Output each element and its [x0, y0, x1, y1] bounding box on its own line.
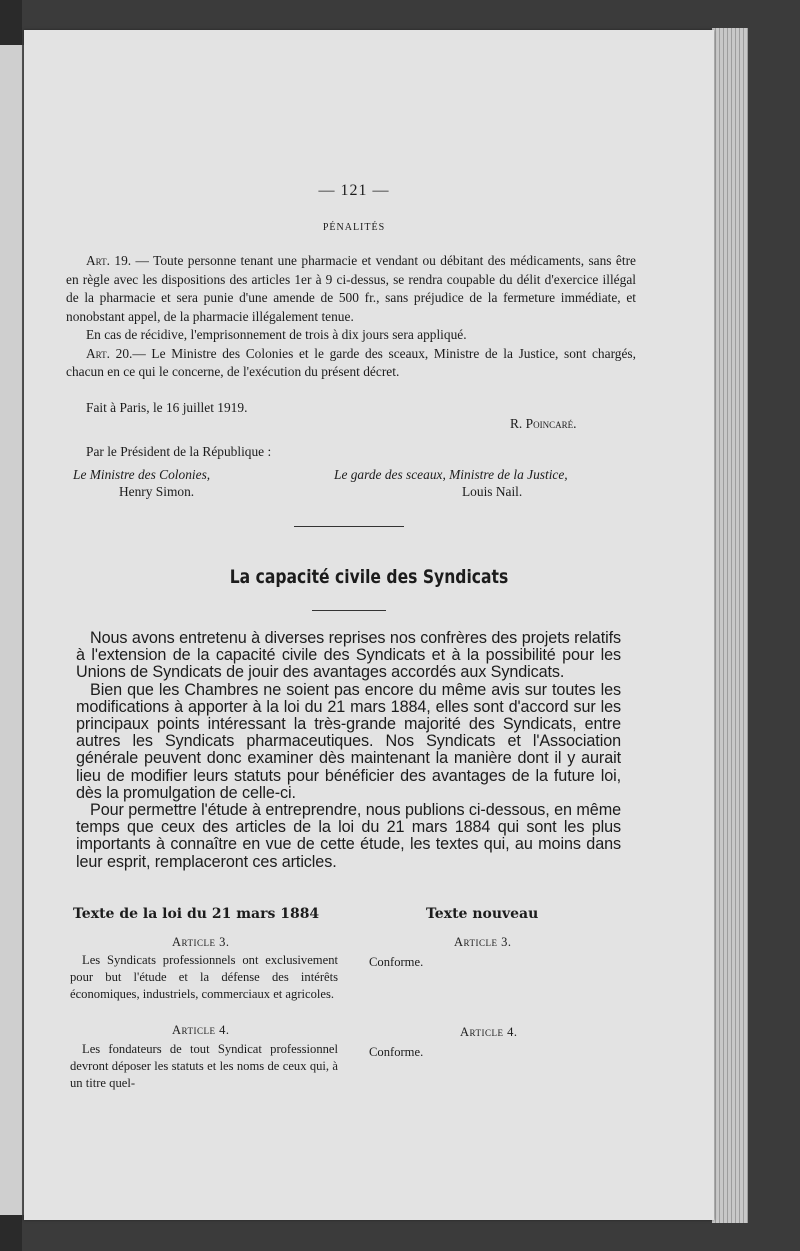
article-19-label: Art. 19.: [86, 253, 132, 268]
paragraph-1: Nous avons entretenu à diverses reprises nos confrères des projets relatifs à l'extension de la capacité civile des Syndicats et à la possibilité pour les Unions de Syndicats de jouir des avantages accordés aux Syndicats.: [76, 629, 621, 682]
minister-colonies-name: Henry Simon.: [119, 484, 195, 499]
right-article-4-text: Conforme.: [369, 1045, 424, 1059]
par-le-president: Par le Président de la République :: [86, 444, 272, 459]
separator-rule: [294, 526, 404, 527]
left-article-4-paragraph: Les fondateurs de tout Syndicat professionnel devront déposer les statuts et les noms de ceux qui, à un titre quel-: [70, 1042, 338, 1090]
article-body: [76, 630, 621, 871]
article-title: La capacité civile des Syndicats: [229, 566, 509, 588]
recidive-text: En cas de récidive, l'emprisonnement de trois à dix jours sera appliqué.: [86, 327, 467, 342]
signature-poincare: R. Poincaré.: [510, 416, 577, 431]
left-article-4-label: Article 4.: [172, 1023, 230, 1037]
right-article-3-label: Article 3.: [454, 935, 512, 949]
right-column-heading: Texte nouveau: [426, 906, 539, 922]
document-page: [24, 30, 714, 1220]
section-heading: PÉNALITÉS: [322, 222, 386, 233]
right-article-3-text: Conforme.: [369, 955, 424, 969]
page-edges: [712, 28, 748, 1223]
article-20: [66, 345, 636, 382]
right-article-4-label: Article 4.: [460, 1025, 518, 1039]
left-article-3-label: Article 3.: [172, 935, 230, 949]
left-article-3-text: [70, 952, 338, 1003]
left-column-heading: Texte de la loi du 21 mars 1884: [73, 906, 320, 922]
left-article-3-paragraph: Les Syndicats professionnels ont exclusivement pour but l'étude et la défense des intérêts économiques, industriels, commerciaux et agricoles.: [70, 953, 338, 1001]
paragraph-3: Pour permettre l'étude à entreprendre, nous publions ci-dessous, en même temps que ceux des articles de la loi du 21 mars 1884 qui sont les plus importants à connaître en vue de cette étude, les textes qui, au moins dans leur esprit, remplaceront ces articles.: [76, 801, 621, 871]
decree-articles: [66, 252, 636, 382]
garde-des-sceaux-title: Le garde des sceaux, Ministre de la Justice,: [334, 467, 568, 482]
page-number: — 121 —: [318, 182, 390, 199]
previous-page-edge: [0, 45, 24, 1215]
minister-colonies-title: Le Ministre des Colonies,: [73, 467, 211, 482]
title-underline: [312, 610, 386, 611]
article-19: [66, 252, 636, 326]
paragraph-2: Bien que les Chambres ne soient pas encore du même avis sur toutes les modifications à apporter à la loi du 21 mars 1884, elles sont d'accord sur les principaux points intéressant la très-grande majorité des Syndicats, entre autres les Syndicats pharmaceutiques. Nos Syndicats et l'Association générale peuvent donc examiner dès maintenant la manière dont il y aurait lieu de modifier leurs statuts pour bénéficier des avantages de la future loi, dès la promulgation de celle-ci.: [76, 680, 621, 802]
fait-a-paris: Fait à Paris, le 16 juillet 1919.: [86, 400, 248, 415]
article-19-text: — Toute personne tenant une pharmacie et vendant ou débitant des médicaments, sans être en règle avec les dispositions des articles 1er à 9 ci-dessus, se rendra coupable du délit d'exercice illégal de la pharmacie et sera punie d'une amende de 500 fr., sans préjudice de la fermeture immédiate, et nonobstant appel, de la pharmacie illégalement tenue.: [66, 253, 636, 324]
article-20-label: Art. 20.: [86, 345, 133, 361]
garde-des-sceaux-name: Louis Nail.: [462, 484, 523, 499]
article-20-text: — Le Ministre des Colonies et le garde des sceaux, Ministre de la Justice, sont chargés, chacun en ce qui le concerne, de l'exécution du présent décret.: [66, 345, 636, 379]
left-article-4-text: [70, 1041, 338, 1092]
